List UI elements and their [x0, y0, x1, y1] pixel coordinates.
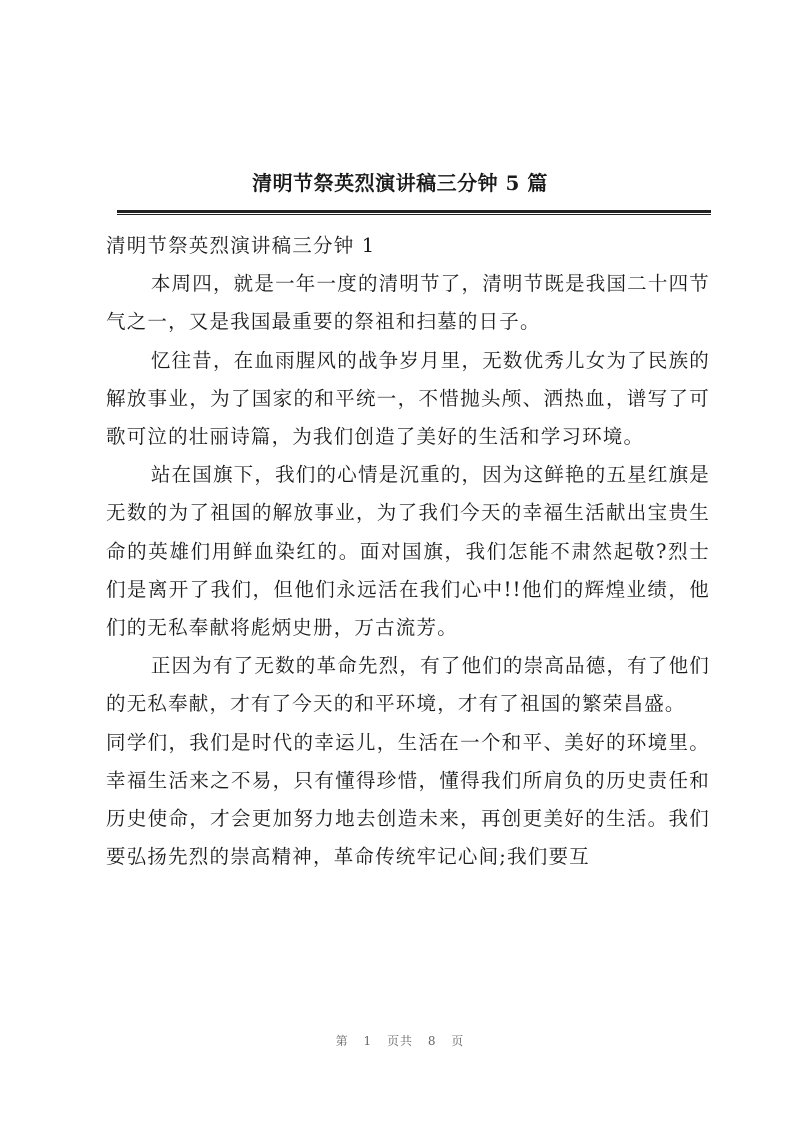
paragraph-3: 站在国旗下，我们的心情是沉重的，因为这鲜艳的五星红旗是无数的为了祖国的解放事业，为了我们今天的幸福生活献出宝贵生命的英雄们用鲜血染红的。面对国旗，我们怎能不肃然起敬?烈士们是离开了我们，但他们永远活在我们心中!!他们的辉煌业绩，他们的无私奉献将彪炳史册，万古流芳。 [106, 463, 710, 640]
paragraph-4: 正因为有了无数的革命先烈，有了他们的崇高品德，有了他们的无私奉献，才有了今天的和平环境，才有了祖国的繁荣昌盛。 [106, 654, 710, 716]
page-label-suffix: 页 [451, 1034, 465, 1048]
document-body [106, 227, 710, 876]
page-number: 1 [363, 1034, 373, 1048]
page-footer [0, 1032, 800, 1049]
total-pages: 8 [427, 1034, 437, 1048]
document-title: 清明节祭英烈演讲稿三分钟 5 篇 [252, 171, 548, 195]
paragraph-5: 同学们，我们是时代的幸运儿，生活在一个和平、美好的环境里。幸福生活来之不易，只有懂得珍惜，懂得我们所肩负的历史责任和历史使命，才会更加努力地去创造未来，再创更美好的生活。我们要弘扬先烈的崇高精神，革命传统牢记心间;我们要互 [106, 730, 710, 869]
title-divider [117, 210, 711, 215]
page-label-middle: 页共 [386, 1034, 413, 1048]
section-heading: 清明节祭英烈演讲稿三分钟 1 [106, 234, 376, 257]
page-label-prefix: 第 [335, 1034, 349, 1048]
paragraph-1: 本周四，就是一年一度的清明节了，清明节既是我国二十四节气之一，又是我国最重要的祭祖和扫墓的日子。 [106, 272, 710, 334]
paragraph-2: 忆往昔，在血雨腥风的战争岁月里，无数优秀儿女为了民族的解放事业，为了国家的和平统一，不惜抛头颅、洒热血，谱写了可歌可泣的壮丽诗篇，为我们创造了美好的生活和学习环境。 [106, 348, 710, 449]
